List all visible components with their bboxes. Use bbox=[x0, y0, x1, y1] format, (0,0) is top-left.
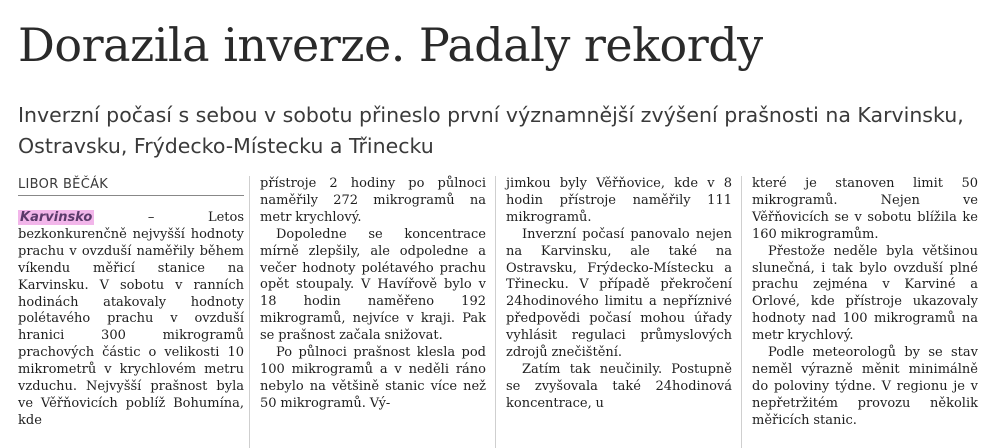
paragraph: jimkou byly Věřňovice, kde v 8 hodin přístroje naměřily 111 mikrogramů. bbox=[506, 176, 732, 225]
paragraph: Inverzní počasí panovalo nejen na Karvinsku, ale také na Ostravsku, Frýdecko-Místecku a Třinecku. V případě překročení 24hodinového limitu a nepříznivé předpovědi počasí mohou úřady vyhlásit regulaci průmyslových zdrojů znečištění. bbox=[506, 226, 732, 361]
paragraph: Podle meteorologů by se stav neměl výrazně měnit minimálně do poloviny týdne. V regionu je v nepřetržitém provozu několik měřicích stanic. bbox=[752, 345, 978, 428]
paragraph-text: – Letos bezkonkurenčně nejvyšší hodnoty prachu v ovzduší naměřily během víkendu měřicí stanice na Karvinsku. V sobotu v ranních hodinách atakovaly hodnoty polétavého prachu v ovzduší hranici 300 mikrogramů prachových částic o velikosti 10 mikrometrů v krychlovém metru vzduchu. Nejvyšší prašnost byla ve Věřňovicích poblíž Bohumína, kde bbox=[18, 210, 244, 428]
article-column-1 bbox=[18, 210, 244, 430]
paragraph: Po půlnoci prašnost klesla pod 100 mikrogramů a v neděli ráno nebylo na většině stanic více než 50 mikrogramů. Vý- bbox=[260, 345, 486, 411]
paragraph: Dopoledne se koncentrace mírně zlepšily, ale odpoledne a večer hodnoty polétavého prachu opět stoupaly. V Havířově bylo v 18 hodin naměřeno 192 mikrogramů, nejvíce v kraji. Pak se prašnost začala snižovat. bbox=[260, 226, 486, 344]
article-column-2 bbox=[260, 176, 486, 413]
paragraph bbox=[18, 210, 244, 430]
column-divider bbox=[249, 176, 250, 448]
place-highlight: Karvinsko bbox=[20, 210, 93, 225]
column-divider bbox=[741, 176, 742, 448]
article-column-4 bbox=[752, 176, 978, 430]
paragraph: Přestože neděle byla většinou slunečná, i tak bylo ovzduší plné prachu zejména v Karviné a Orlové, kde přístroje ukazovaly hodnoty nad 100 mikrogramů na metr krychlový. bbox=[752, 243, 978, 344]
article-column-3 bbox=[506, 176, 732, 413]
subheadline: Inverzní počasí s sebou v sobotu přineslo první významnější zvýšení prašnosti na Karvinsku, Ostravsku, Frýdecko-Místecku a Třinecku bbox=[18, 103, 964, 158]
paragraph: Zatím tak neučinily. Postupně se zvyšovala také 24hodinová koncentrace, u bbox=[506, 361, 732, 411]
paragraph: které je stanoven limit 50 mikrogramů. Nejen ve Věřňovicích se v sobotu blížila ke 160 mikrogramům. bbox=[752, 176, 978, 242]
headline: Dorazila inverze. Padaly rekordy bbox=[18, 18, 763, 72]
column-divider bbox=[495, 176, 496, 448]
byline: LIBOR BĚČÁK bbox=[18, 177, 244, 196]
paragraph: přístroje 2 hodiny po půlnoci naměřily 272 mikrogramů na metr krychlový. bbox=[260, 176, 486, 225]
